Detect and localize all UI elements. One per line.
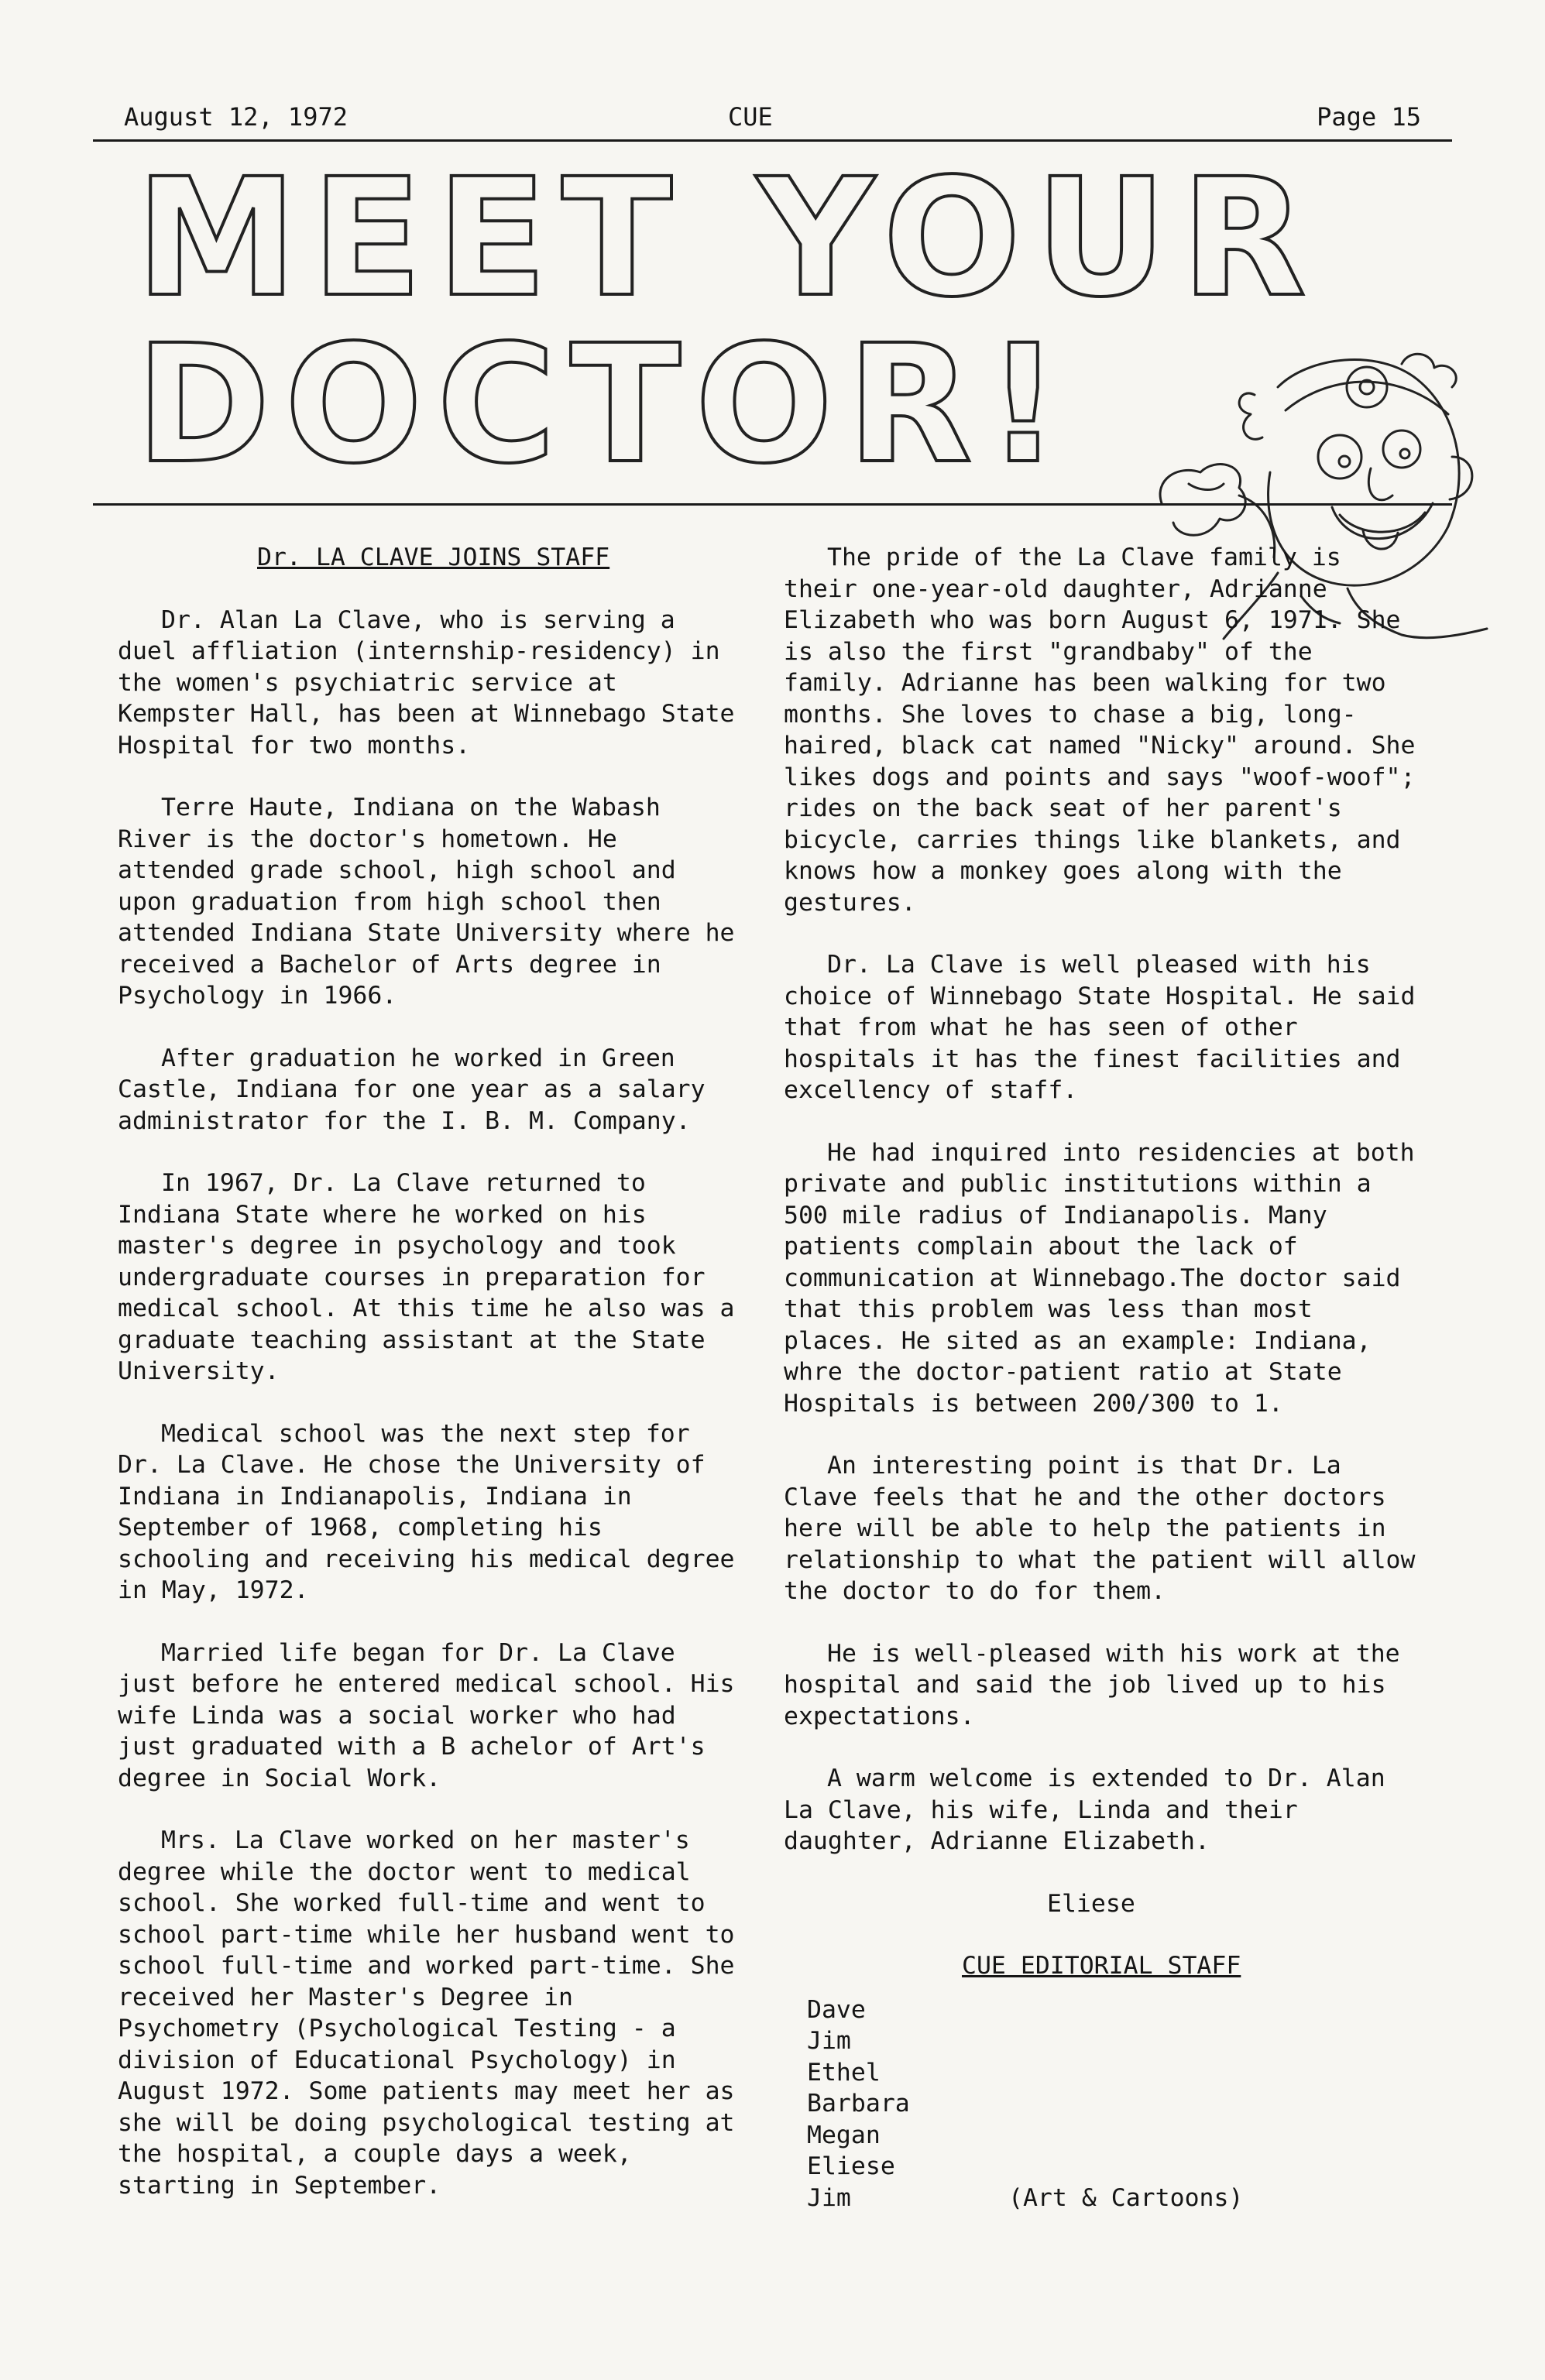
- page-number: Page 15: [1317, 102, 1421, 132]
- article-paragraph: Medical school was the next step for Dr. La Clave. He chose the University of Indiana in Indianapolis, Indiana in September of 1968, completing his schooling and receiving his medical degree in May, 1972.: [118, 1419, 750, 1604]
- article-paragraph: Mrs. La Clave worked on her master's degree while the doctor went to medical school. She worked full-time and went to school part-time while her husband went to school full-time and worked part-time. She received her Master's Degree in Psychometry (Psychological Testing - a division of Educational Psychology) in August 1972. Some patients may meet her as she will be doing psychological testing at the hospital, a couple days a week, starting in September.: [118, 1826, 750, 2200]
- article-right-column: [784, 542, 1430, 2214]
- staff-member: [807, 2025, 1427, 2057]
- article-headline: Dr. LA CLAVE JOINS STAFF: [257, 544, 610, 571]
- staff-name: Megan: [807, 2121, 881, 2149]
- article-paragraph: Dr. La Clave is well pleased with his choice of Winnebago State Hospital. He said that from what he has seen of other hospitals it has the finest facilities and excellency of staff.: [784, 951, 1430, 1104]
- staff-name: Eliese: [807, 2152, 895, 2180]
- article-paragraph: He is well-pleased with his work at the hospital and said the job lived up to his expectations.: [784, 1639, 1415, 1730]
- staff-name: Jim: [807, 2183, 851, 2212]
- staff-name: Barbara: [807, 2090, 910, 2118]
- staff-member: [807, 2057, 1427, 2089]
- article-paragraph: The pride of the La Clave family is their one-year-old daughter, Adrianne Elizabeth who was born August 6, 1971. She is also the first "grandbaby" of the family. Adrianne has been walking for two months. She loves to chase a big, long-haired, black cat named "Nicky" around. She likes dogs and points and says "woof-woof"; rides on the back seat of her parent's bicycle, carries things like blankets, and knows how a monkey goes along with the gestures.: [784, 544, 1430, 917]
- article-signature: Eliese: [1047, 1889, 1135, 1918]
- article-paragraph: A warm welcome is extended to Dr. Alan La Clave, his wife, Linda and their daughter, Adrianne Elizabeth.: [784, 1764, 1400, 1855]
- staff-name: Jim: [807, 2027, 851, 2055]
- staff-member: [807, 2088, 1427, 2120]
- staff-member: [807, 2120, 1427, 2152]
- article-left-column: [118, 542, 750, 2232]
- page-header: [124, 102, 1421, 141]
- issue-date: August 12, 1972: [124, 102, 348, 132]
- staff-name: Dave: [807, 1995, 866, 2024]
- article-paragraph: Dr. Alan La Clave, who is serving a duel affliation (internship-residency) in the women's psychiatric service at Kempster Hall, has been at Winnebago State Hospital for two months.: [118, 605, 750, 760]
- staff-role: (Art & Cartoons): [1008, 2183, 1244, 2212]
- staff-name: Ethel: [807, 2058, 881, 2087]
- header-rule: [93, 139, 1452, 142]
- staff-member: [807, 1994, 1427, 2026]
- article-paragraph: An interesting point is that Dr. La Clave feels that he and the other doctors here will be able to help the patients in relationship to what the patient will allow the doctor to do for them.: [784, 1452, 1430, 1605]
- publication-name: CUE: [728, 102, 773, 132]
- article-paragraph: After graduation he worked in Green Castle, Indiana for one year as a salary administrator for the I. B. M. Company.: [118, 1044, 720, 1135]
- banner-line-1: MEET YOUR: [136, 143, 1320, 333]
- banner-line-2: DOCTOR!: [136, 310, 1075, 499]
- banner: [93, 143, 1452, 501]
- staff-member: [807, 2151, 1427, 2183]
- staff-list: [807, 1994, 1427, 2214]
- article-paragraph: He had inquired into residencies at both private and public institutions within a 500 mile radius of Indianapolis. Many patients complain about the lack of communication at Winnebago.The doctor said that this problem was less than most places. He sited as an example: Indiana, whre the doctor-patient ratio at State Hospitals is between 200/300 to 1.: [784, 1138, 1430, 1418]
- banner-rule: [93, 503, 1452, 506]
- article-paragraph: Married life began for Dr. La Clave just before he entered medical school. His wife Linda was a social worker who had just graduated with a B achelor of Art's degree in Social Work.: [118, 1638, 750, 1792]
- staff-member: [807, 2183, 1427, 2214]
- article-paragraph: Terre Haute, Indiana on the Wabash River is the doctor's hometown. He attended grade school, high school and upon graduation from high school then attended Indiana State University where he received a Bachelor of Arts degree in Psychology in 1966.: [118, 794, 750, 1010]
- staff-heading: CUE EDITORIAL STAFF: [962, 1952, 1241, 1980]
- article-paragraph: In 1967, Dr. La Clave returned to Indiana State where he worked on his master's degree in psychology and took undergraduate courses in preparation for medical school. At this time he also was a graduate teaching assistant at the State University.: [118, 1169, 750, 1385]
